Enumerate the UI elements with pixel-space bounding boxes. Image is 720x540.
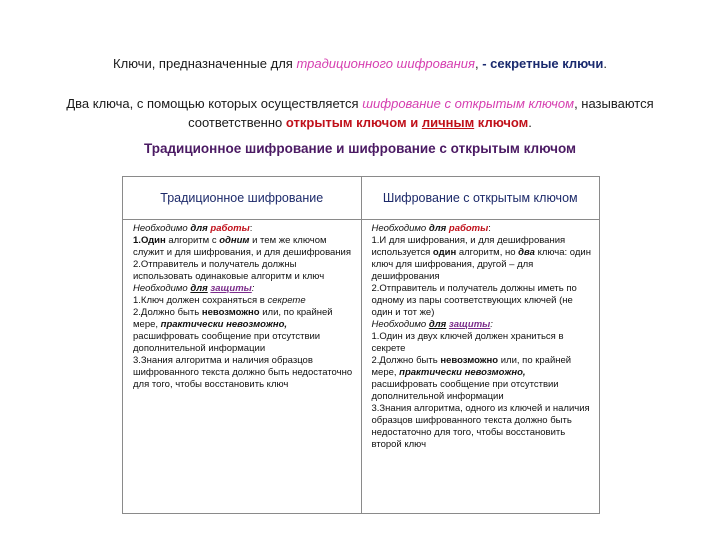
list-item: 1.Один алгоритм с одним и тем же ключом служит и для шифрования, и для дешифрования [133, 235, 352, 258]
term-secret-keys: - секретные ключи [482, 56, 604, 71]
list-item: 1.Ключ должен сохраняться в секрете [133, 295, 306, 306]
intro-text: Два ключа, с помощью которых осуществляется [66, 96, 363, 111]
intro-text: . [603, 56, 607, 71]
list-item: 3.Знания алгоритма, одного из ключей и наличия образцов шифрованного текста должно быть недостаточно для того, чтобы восстановить второй ключ [371, 403, 590, 450]
table-header-row [123, 177, 600, 220]
header-traditional: Традиционное шифрование [123, 177, 362, 220]
term-private: личным [421, 115, 475, 130]
intro-sentence-public-key [40, 94, 680, 132]
requirements-heading: Необходимо для работы: [371, 223, 491, 234]
comparison-table [122, 176, 600, 514]
term-traditional-encryption: традиционного шифрования [296, 56, 475, 71]
term-open-key: открытым ключом [285, 115, 407, 130]
security-heading: Необходимо для защиты: [371, 319, 493, 330]
list-item: 2.Отправитель и получатель должны иметь по одному из пары соответствующих ключей (не один и тот же) [371, 283, 577, 318]
list-item: 2.Отправитель и получатель должны использовать одинаковые алгоритм и ключ [133, 259, 325, 282]
list-item: 2.Должно быть невозможно или, по крайней мере, практически невозможно, расшифровать сообщение при отсутствии дополнительной информации [133, 307, 333, 354]
intro-text: , называются соответственно [188, 96, 654, 130]
term-public-key-encryption: шифрование с открытым ключом [362, 96, 575, 111]
cell-traditional [123, 220, 362, 514]
intro-text: и [406, 115, 422, 130]
list-item: 1.И для шифрования, и для дешифрования используется один алгоритм, но два ключа: один ключ для шифрования, другой – для дешифрования [371, 235, 591, 282]
requirements-heading: Необходимо для работы: [133, 223, 253, 234]
intro-sentence-secret-keys [0, 56, 720, 71]
intro-text: , [474, 56, 483, 71]
list-item: 2.Должно быть невозможно или, по крайней мере, практически невозможно, расшифровать сообщение при отсутствии дополнительной информации [371, 355, 572, 402]
table-body-row [123, 220, 600, 514]
list-item: 3.Знания алгоритма и наличия образцов шифрованного текста должно быть недостаточно для того, чтобы восстановить ключ [133, 355, 353, 390]
intro-text: Ключи, предназначенные для [113, 56, 297, 71]
intro-text: . [528, 115, 532, 130]
cell-public-key [361, 220, 600, 514]
header-public-key: Шифрование с открытым ключом [361, 177, 600, 220]
section-heading: Традиционное шифрование и шифрование с открытым ключом [143, 141, 577, 156]
list-item: 1.Один из двух ключей должен храниться в секрете [371, 331, 564, 354]
security-heading: Необходимо для защиты: [133, 283, 255, 294]
term-key: ключом [474, 115, 529, 130]
